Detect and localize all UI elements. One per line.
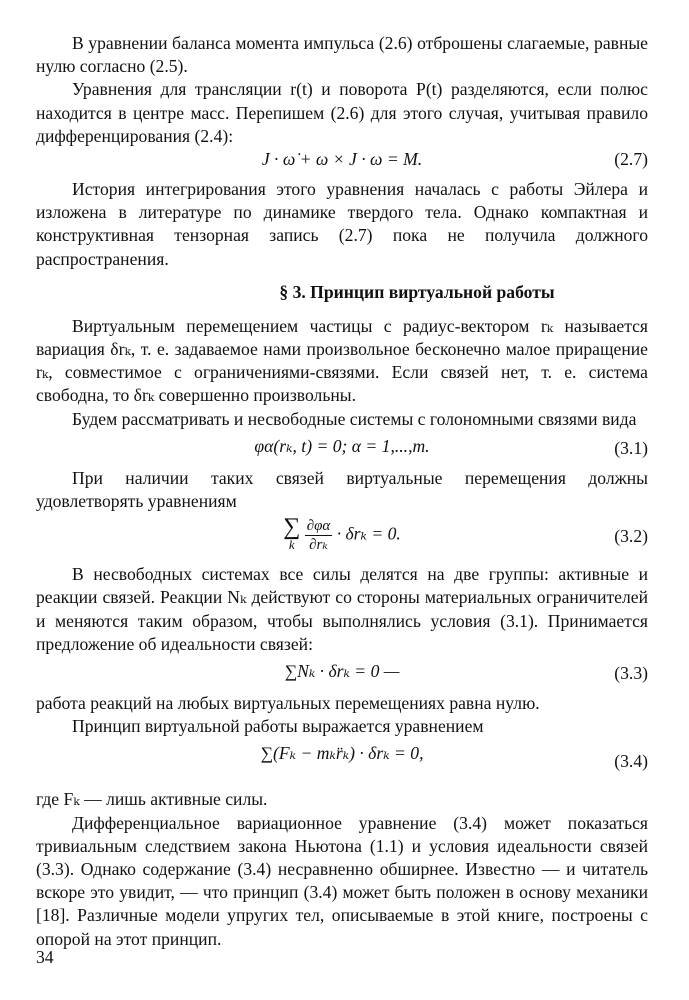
equation-2-7-number: (2.7) [614, 149, 648, 170]
equation-3-2-tail: · δrₖ = 0. [336, 523, 401, 544]
equation-3-2 [36, 513, 648, 563]
paragraph-5: Будем рассматривать и несвободные системы с голономными связями вида [72, 408, 637, 429]
paragraph-6: При наличии таких связей виртуальные перемещения должны удовлетворять уравнениям [36, 467, 648, 512]
equation-3-3 [36, 656, 648, 692]
equation-3-3-number: (3.3) [614, 663, 648, 684]
equation-3-2-number: (3.2) [614, 526, 648, 547]
equation-3-2-body [283, 513, 401, 554]
paragraph-1: В уравнении баланса момента импульса (2.6) отброшены слагаемые, равные нулю согласно (2.5). [36, 33, 648, 77]
equation-2-7 [36, 148, 648, 178]
equation-3-4-number: (3.4) [614, 751, 648, 772]
paragraph-9: Принцип виртуальной работы выражается уравнением [72, 716, 484, 737]
paragraph-10: где Fₖ — лишь активные силы. [36, 789, 268, 810]
partial-fraction [305, 517, 333, 554]
paragraph-4: Виртуальным перемещением частицы с радиус-вектором rₖ называется вариация δrₖ, т. е. задаваемое нами произвольное бесконечно малое приращение rₖ, совместимое с ограничениями-связями. Если связей нет, т. е. система свободна, то δrₖ совершенно произвольны. [36, 315, 648, 406]
equation-2-7-body: J · ω̇ + ω × J · ω = M. [261, 149, 423, 170]
sum-sign: ∑ [283, 513, 301, 540]
paragraph-7: В несвободных системах все силы делятся на две группы: активные и реакции связей. Реакции Nₖ действуют со стороны материальных ограничителей и меняются таким образом, чтобы выполнялись условия (3.1). Принимается предложение об идеальности связей: [36, 564, 648, 654]
sum-symbol [283, 513, 301, 554]
equation-3-4-body: ∑(Fₖ − mₖr̈ₖ) · δrₖ = 0, [260, 743, 424, 764]
equation-3-3-body: ∑Nₖ · δrₖ = 0 — [284, 661, 400, 682]
paragraph-2: Уравнения для трансляции r(t) и поворота P(t) разделяются, если полюс находится в центре масс. Перепишем (2.6) для этого случая, учитывая правило дифференцирования (2.4): [36, 79, 648, 146]
equation-3-1-body: φα(rₖ, t) = 0; α = 1,...,m. [254, 435, 430, 456]
page-number: 34 [36, 947, 54, 967]
paragraph-8: работа реакций на любых виртуальных перемещениях равна нулю. [36, 693, 540, 714]
equation-3-1 [36, 431, 648, 467]
equation-3-4 [36, 738, 648, 788]
sum-index: k [288, 536, 295, 552]
page-body [36, 32, 648, 951]
section-heading: § 3. Принцип виртуальной работы [279, 281, 555, 302]
equation-3-1-number: (3.1) [614, 437, 648, 458]
paragraph-3: История интегрирования этого уравнения началась с работы Эйлера и изложена в литературе по динамике твердого тела. Однако компактная и конструктивная тензорная запись (2.7) пока не получила должного распространения. [36, 179, 648, 269]
paragraph-11: Дифференциальное вариационное уравнение (3.4) может показаться тривиальным следствием закона Ньютона (1.1) и условия идеальности связей (3.3). Однако содержание (3.4) несравненно обширнее. Известно — и читатель вскоре это увидит, — что принцип (3.4) может быть положен в основу механики [18]. Различные модели упругих тел, описываемые в этой книге, построены с опорой на этот принцип. [36, 812, 648, 949]
fraction-numerator: ∂φα [306, 518, 331, 535]
fraction-denominator: ∂rₖ [309, 537, 328, 554]
